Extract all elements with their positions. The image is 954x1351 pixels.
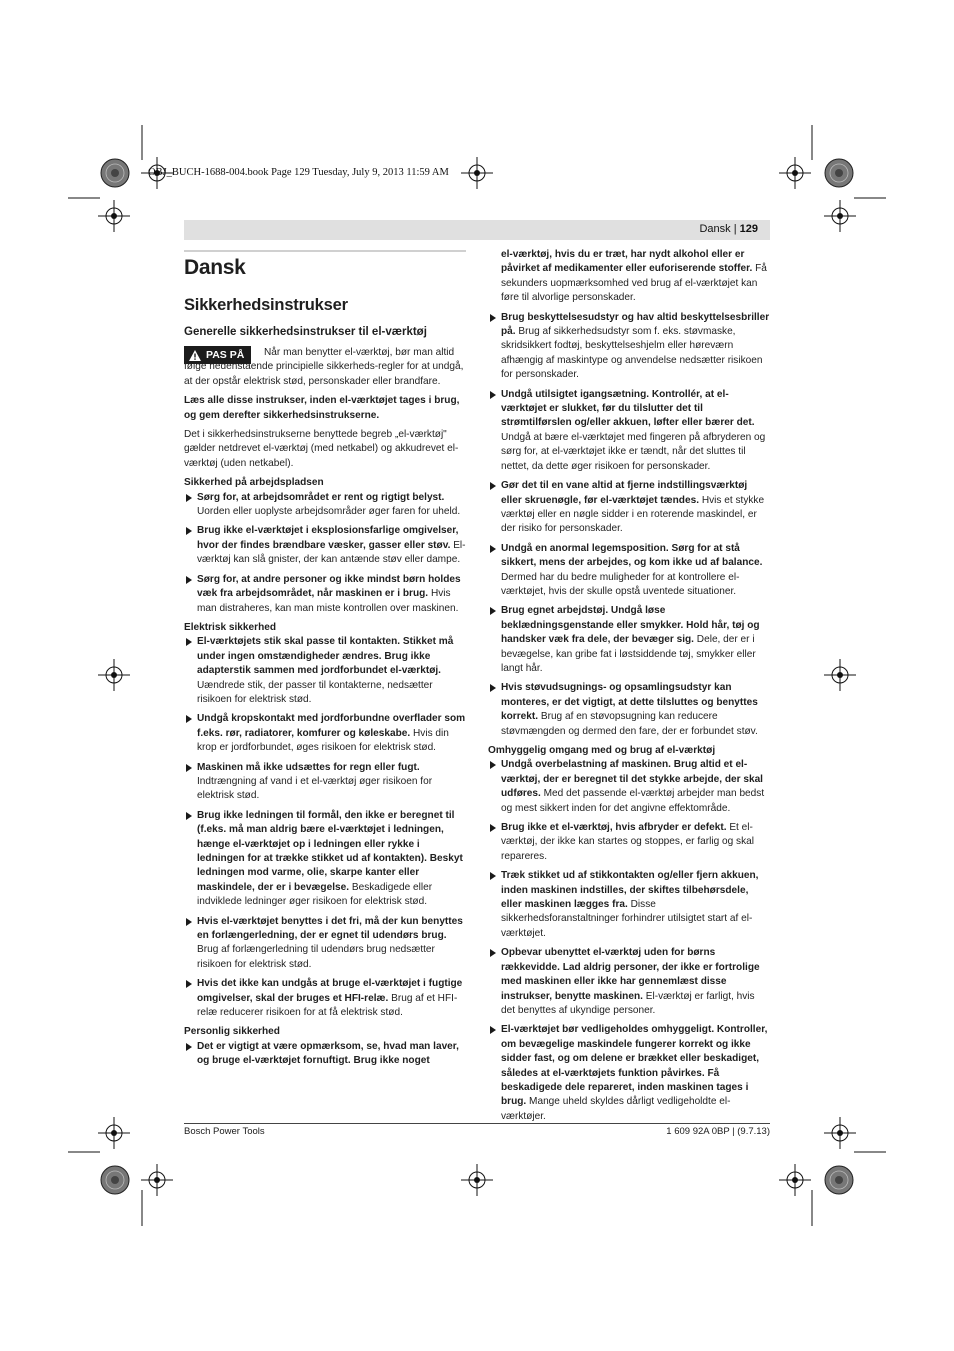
bullet-arrow-icon [490,482,496,490]
list-item [184,491,466,520]
list-item-continuation [488,248,770,306]
item-text: Hvis din krop er jordforbundet, øges risikoen for elektrisk stød. [197,727,449,754]
bullet-arrow-icon [490,391,496,399]
bullet-arrow-icon [186,1043,192,1051]
bullet-arrow-icon [490,684,496,692]
footer-rule [184,1123,770,1124]
item-text: Brug af et HFI-relæ reducerer risikoen for at få elektrisk stød. [197,992,458,1019]
group-heading-workplace: Sikkerhed på arbejdspladsen [184,477,324,489]
item-bold: Træk stikket ud af stikkontakten og/eller fjern akkuen, inden maskinen indstilles, der skiftes tilbehørsdele, eller maskinen lægges fra. [501,870,759,911]
item-text: Få sekunders uopmærksomhed ved brug af el-værktøjet kan føre til alvorlige personskader. [501,263,767,304]
section-title: Sikkerhedsinstrukser [184,296,348,314]
item-bold: Gør det til en vane altid at fjerne indstillingsværktøj eller skruenøgle, før el-værktøjet tændes. [501,480,748,506]
bullet-arrow-icon [186,527,192,535]
warning-triangle-icon [189,350,201,361]
list-item [488,388,770,474]
right-column [488,248,770,1129]
item-bold: Hvis støvudsugnings- og opsamlingsudstyr kan monteres, er det vigtigt, at dette tilsluttes og benyttes korrekt. [501,682,758,723]
bullet-arrow-icon [490,545,496,553]
intro-text: Det i sikkerhedsinstrukserne benyttede begreb „el-værktøj" gælder netdrevet el-værktøj (med netkabel) og akkudrevet el-værktøj (uden netkabel). [184,429,459,469]
bullet-arrow-icon [186,715,192,723]
list-item [184,635,466,707]
header-label [699,223,758,235]
bullet-arrow-icon [186,812,192,820]
bullet-arrow-icon [490,1026,496,1034]
footer-doc-number: 1 609 92A 0BP | (9.7.13) [666,1126,770,1137]
item-bold: Brug beskyttelsesudstyr og hav altid beskyttelsesbriller på. [501,311,770,338]
item-text: Dele, der er i bevægelse, kan gribe fat i løstsiddende tøj, smykker eller langt hår. [501,634,756,674]
item-text: Mange uheld skyldes dårligt vedligeholdte el-værktøjer. [501,1096,731,1122]
item-bold: Det er vigtigt at være opmærksom, se, hvad man laver, og bruge el-værktøjet fornuftigt. Brug ikke noget [197,1040,459,1067]
subsection-title: Generelle sikkerhedsinstrukser til el-værktøj [184,326,427,338]
item-text: Undgå at bære el-værktøjet med fingeren på afbryderen og sørg for, at el-værktøjet ikke er tændt, når det sluttes til nettet, da dette øger risikoen for personskader. [501,431,766,472]
list-item [488,479,770,537]
list-item [488,604,770,676]
item-text: Et el-værktøj, der ikke kan startes og stoppes, er farlig og skal repareres. [501,822,755,862]
item-text: Med det passende el-værktøj arbejder man bedst og mest sikkert inden for det angivne effektområde. [501,788,765,814]
item-bold: Hvis el-værktøjet benyttes i det fri, må der kun benyttes en forlængerledning, der er egnet til udendørs brug. [197,915,463,942]
bullet-arrow-icon [186,918,192,926]
list-item [184,977,466,1020]
item-text: El-værktøj er farligt, hvis det benyttes af ukyndige personer. [501,990,755,1016]
list-item [488,542,770,600]
title-rule [184,250,466,252]
warning-text: Når man benytter el-værktøj, bør man altid følge nedenstående principielle sikkerheds-regler for at undgå, at der opstår elektrisk stød, personskader eller brandfare. [184,347,464,387]
group-heading-personal: Personlig sikkerhed [184,1026,280,1038]
bullet-arrow-icon [186,980,192,988]
group-heading-electrical: Elektrisk sikkerhed [184,621,277,633]
list-item [184,761,466,804]
item-bold: Undgå en anormal legemsposition. Sørg for at stå sikkert, mens der arbejdes, og kom ikke ud af balance. [501,542,763,569]
group-heading-tool-use: Omhyggelig omgang med og brug af el-værktøj [488,745,716,756]
item-bold: Undgå utilsigtet igangsætning. Kontrollér, at el-værktøjet er slukket, før du tilslutter det til strømtilførslen og/eller akkuen, løfter eller bærer det. [501,388,755,429]
bullet-arrow-icon [490,949,496,957]
item-bold: El-værktøjet bør vedligeholdes omhyggeligt. Kontroller, om bevægelige maskindele fungerer korrekt og ikke sidder fast, og om delene er brækket eller beskadiget, således at el-værktøjets funktion påvirkes. Få beskadigede dele repareret, inden maskinen tages i brug. [501,1024,768,1108]
bullet-arrow-icon [186,764,192,772]
list-item [488,681,770,739]
bullet-arrow-icon [490,872,496,880]
bullet-arrow-icon [186,494,192,502]
bullet-arrow-icon [186,576,192,584]
list-item [488,946,770,1018]
bullet-arrow-icon [490,761,496,769]
item-bold: Undgå kropskontakt med jordforbundne overflader som f.eks. rør, radiatorer, komfurer og køleskabe. [197,713,466,739]
item-text: Uændrede stik, der passer til kontakterne, nedsætter risikoen for elektrisk stød. [197,679,433,705]
item-text: Brug af forlængerledning til udendørs brug nedsætter risikoen for elektrisk stød. [197,944,435,970]
item-bold: Brug egnet arbejdstøj. Undgå løse beklædningsgenstande eller smykker. Hold hår, tøj og handsker væk fra dele, der bevæger sig. [501,605,760,646]
item-text: Indtrængning af vand i et el-værktøj øger risikoen for elektrisk stød. [197,775,433,802]
item-bold: Brug ikke el-værktøjet i eksplosionsfarlige omgivelser, hvor der findes brændbare væsker, gasser eller støv. [197,525,459,551]
header-language: Dansk [699,223,731,235]
page-title: Dansk [184,256,246,279]
list-item [184,915,466,973]
print-info: OBJ_BUCH-1688-004.book Page 129 Tuesday, July 9, 2013 11:59 AM [148,167,449,178]
item-bold: Brug ikke ledningen til formål, den ikke er beregnet til (f.eks. må man aldrig bære el-værktøjet i ledningen, hænge el-værktøjet op i ledningen eller rykke i ledningen for at trække stikket ud af kontakten). Beskyt ledningen mod varme, olie, skarpe kanter eller maskindele, der er i bevægelse. [197,809,463,893]
bullet-arrow-icon [490,607,496,615]
item-bold: Sørg for, at arbejdsområdet er rent og rigtigt belyst. [197,491,445,503]
header-separator: | [733,223,737,235]
list-item [488,311,770,383]
page-number: 129 [739,223,758,235]
list-item [488,869,770,941]
list-item [184,809,466,910]
item-bold: Maskinen må ikke udsættes for regn eller fugt. [197,761,420,773]
list-item [184,712,466,755]
item-bold: Hvis det ikke kan undgås at bruge el-værktøjet i fugtige omgivelser, skal der bruges et HFI-relæ. [197,978,463,1004]
item-text: Dermed har du bedre muligheder for at kontrollere el-værktøjet, hvis der skulle opstå uventede situationer. [501,571,740,597]
item-text: Disse sikkerhedsforanstaltninger forhindrer utilsigtet start af el-værktøjet. [501,899,753,939]
intro-bold: Læs alle disse instrukser, inden el-værktøjet tages i brug, og gem derefter sikkerhedsinstrukserne. [184,395,460,421]
item-text: Hvis et stykke værktøj eller en nøgle sidder i en roterende maskindel, er der risiko for personskader. [501,494,765,535]
list-item [184,573,466,616]
item-bold: Brug ikke et el-værktøj, hvis afbryder er defekt. [501,822,727,834]
bullet-arrow-icon [490,314,496,322]
bullet-arrow-icon [490,824,496,832]
list-item [488,1023,770,1124]
item-bold: el-værktøj, hvis du er træt, har nydt alkohol eller er påvirket af medikamenter eller euforiserende stoffer. [501,249,753,275]
item-text: Brug af en støvopsugning kan reducere støvmængden og dermed den fare, der er forbundet støv. [501,711,758,737]
item-bold: Opbevar ubenyttet el-værktøj uden for børns rækkevidde. Lad aldrig personer, der ikke er fortrolige med maskinen eller ikke har gennemlæst disse instrukser, benytte maskinen. [501,947,760,1002]
item-bold: Undgå overbelastning af maskinen. Brug altid et el-værktøj, der er beregnet til det stykke arbejde, der skal udføres. [501,759,763,800]
list-item [488,758,770,816]
list-item [488,821,770,864]
item-text: Uorden eller uoplyste arbejdsområder øger faren for uheld. [197,506,461,518]
list-item [184,1040,466,1069]
page-header [184,220,770,240]
item-bold: Sørg for, at andre personer og ikke mindst børn holdes væk fra arbejdsområdet, når maskinen er i brug. [197,573,461,600]
item-text: Beskadigede eller indviklede ledninger øger risikoen for elektrisk stød. [197,881,433,908]
bullet-arrow-icon [186,638,192,646]
left-column [184,250,466,1074]
list-item [184,524,466,567]
warning-badge-label: PAS PÅ [206,349,245,361]
item-text: Brug af sikkerhedsudstyr som f. eks. støvmaske, skridsikkert fodtøj, beskyttelseshjelm eller høreværn afhængig af maskintype og anvendelse nedsætter risikoen for personskader. [501,326,763,381]
item-text: El-værktøj kan slå gnister, der kan antænde støv eller dampe. [197,539,466,566]
item-text: Hvis man distraheres, kan man miste kontrollen over maskinen. [197,588,459,614]
item-bold: El-værktøjets stik skal passe til kontakten. Stikket må under ingen omstændigheder ændres. Brug ikke adapterstik sammen med jordforbundet el-værktøj. [197,636,454,677]
footer-brand: Bosch Power Tools [184,1126,265,1137]
